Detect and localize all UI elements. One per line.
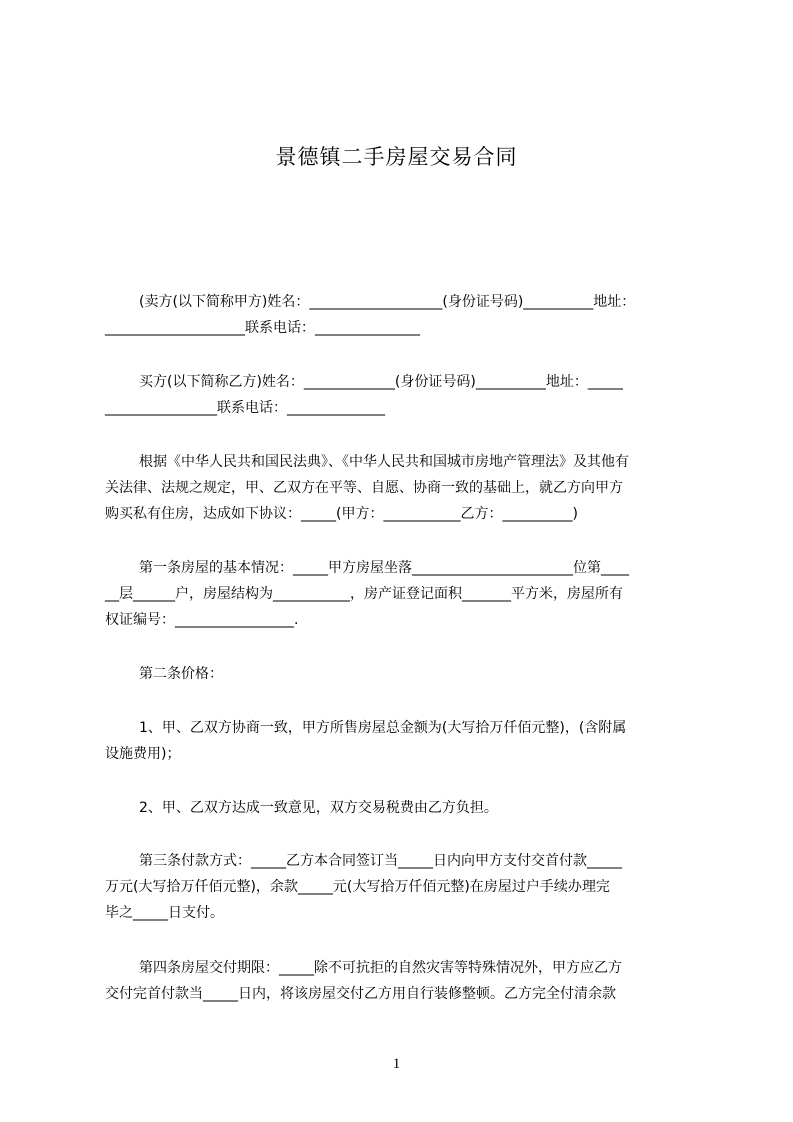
text-line: 1、甲、乙双方协商一致，甲方所售房屋总金额为(大写拾万仟佰元整)，(含附属 [139, 720, 627, 736]
text-line: 根据《中华人民共和国民法典》、《中华人民共和国城市房地产管理法》及其他有 [139, 454, 629, 470]
text-line: 买方(以下简称乙方)姓名：_____________(身份证号码)__________地址：_____ [139, 374, 623, 390]
text-line: 第一条房屋的基本情况：_____甲方房屋坐落_______________________位第____ [139, 560, 629, 576]
text-line: 购买私有住房，达成如下协议：_____(甲方：___________乙方：__________) [105, 506, 578, 522]
paragraph-buyer-info [105, 369, 705, 421]
text-line: 第二条价格： [139, 666, 223, 682]
paragraph-article-3 [105, 848, 705, 926]
paragraph-seller-info [105, 289, 705, 341]
paragraph-article-2-heading [105, 661, 705, 687]
paragraph-article-1 [105, 555, 705, 633]
paragraph-article-4 [105, 955, 705, 1007]
page-number: 1 [392, 1056, 401, 1072]
text-line: 万元(大写拾万仟佰元整)，余款_____元(大写拾万仟佰元整)在房屋过户手续办理完 [105, 879, 610, 895]
paragraph-price-item-2 [105, 795, 705, 821]
document-title: 景德镇二手房屋交易合同 [275, 145, 518, 169]
text-line: 第三条付款方式：_____乙方本合同签订当_____日内向甲方支付交首付款_____ [139, 853, 622, 869]
text-line: 2、甲、乙双方达成一致意见，双方交易税费由乙方负担。 [139, 800, 498, 816]
text-line: 交付完首付款当_____日内，将该房屋交付乙方用自行装修整顿。乙方完全付清余款 [105, 986, 616, 1002]
text-line: (卖方(以下简称甲方)姓名：___________________(身份证号码)__________地址： [139, 294, 636, 310]
text-line: 毕之_____日支付。 [105, 905, 224, 921]
text-line: 设施费用)； [105, 746, 181, 762]
text-line: ________________联系电话：______________ [105, 400, 385, 416]
paragraph-legal-basis [105, 449, 705, 527]
text-line: ____________________联系电话：_______________ [105, 320, 420, 336]
text-line: 关法律、法规之规定，甲、乙双方在平等、自愿、协商一致的基础上，就乙方向甲方 [105, 480, 623, 496]
text-line: 第四条房屋交付期限：_____除不可抗拒的自然灾害等特殊情况外，甲方应乙方 [139, 960, 622, 976]
paragraph-price-item-1 [105, 715, 705, 767]
text-line: __层______户，房屋结构为___________，房产证登记面积_______平方米，房屋所有 [105, 586, 623, 602]
text-line: 权证编号：_________________. [105, 612, 299, 628]
